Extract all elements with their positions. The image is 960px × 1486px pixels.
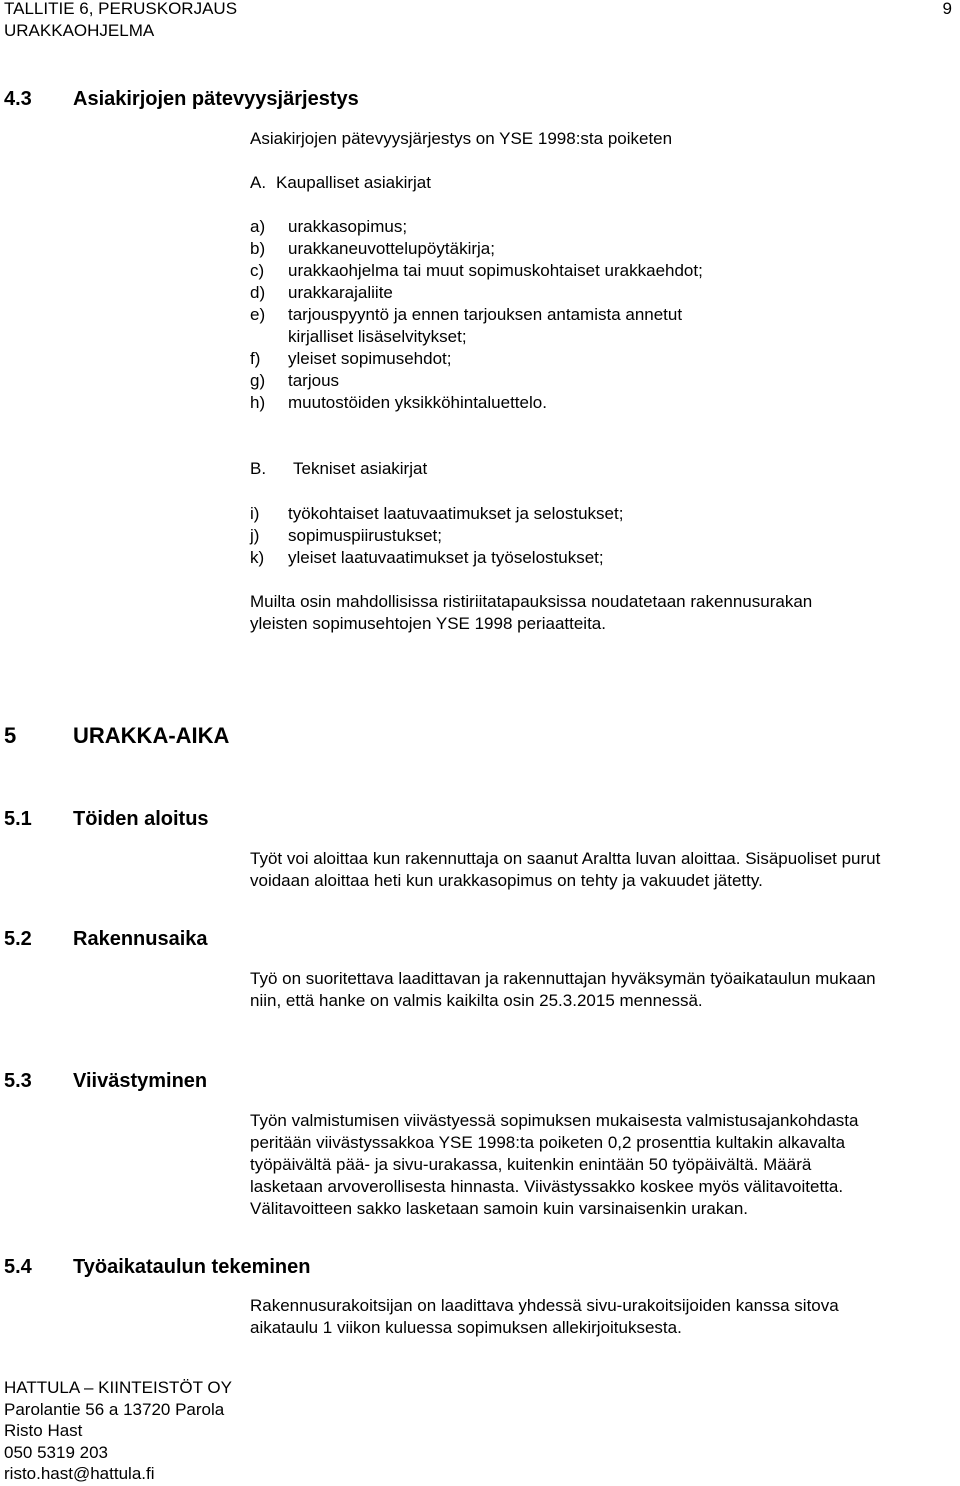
list-item: a) urakkasopimus; — [250, 217, 408, 236]
section-body: Työn valmistumisen viivästyessä sopimuksen mukaisesta valmistusajankohdasta peritään viivästyssakkoa YSE 1998:ta poiketen 0,2 prosenttia kultakin alkavalta työpäivältä pää- ja sivu-urakassa, kuitenkin enintään 50 työpäivältä. Määrä lasketaan arvoverollisesta hinnasta. Viivästyssakko koskee myös välitavoitetta. Välitavoitteen sakko lasketaan samoin kuin varsinaisenkin urakan. — [250, 1111, 859, 1218]
section-number: 5.1 — [4, 808, 32, 830]
section-title: Asiakirjojen pätevyysjärjestys — [73, 88, 359, 110]
list-item: k) yleiset laatuvaatimukset ja työselostukset; — [250, 548, 604, 567]
footer-contact-name: Risto Hast — [4, 1421, 83, 1440]
document-title: TALLITIE 6, PERUSKORJAUS — [4, 0, 238, 18]
list-item: e) tarjouspyyntö ja ennen tarjouksen antamista annetut — [250, 305, 683, 324]
section-body: Työt voi aloittaa kun rakennuttaja on saanut Araltta luvan aloittaa. Sisäpuoliset purut voidaan aloittaa heti kun urakkasopimus on tehty ja vakuudet jätetty. — [250, 849, 881, 890]
document-subtitle: URAKKAOHJELMA — [4, 21, 155, 40]
list-item: c) urakkaohjelma tai muut sopimuskohtaiset urakkaehdot; — [250, 261, 703, 280]
list-item: i) työkohtaiset laatuvaatimukset ja selostukset; — [250, 504, 624, 523]
group-letter: B. — [250, 459, 267, 478]
list-item: b) urakkaneuvottelupöytäkirja; — [250, 239, 495, 258]
list-item: d) urakkarajaliite — [250, 283, 393, 302]
list-item: g) tarjous — [250, 371, 340, 390]
section-body: Työ on suoritettava laadittavan ja rakennuttajan hyväksymän työaikataulun mukaan niin, että hanke on valmis kaikilta osin 25.3.2015 mennessä. — [250, 969, 876, 1010]
section-number: 5.4 — [4, 1256, 32, 1278]
chapter-title: URAKKA-AIKA — [73, 723, 230, 748]
section-intro: Asiakirjojen pätevyysjärjestys on YSE 1998:sta poiketen — [250, 129, 673, 148]
footer-address: Parolantie 56 a 13720 Parola — [4, 1399, 225, 1419]
list-item-continuation: kirjalliset lisäselvitykset; — [288, 327, 467, 346]
section-number: 5.2 — [4, 928, 32, 950]
section-title: Rakennusaika — [73, 928, 208, 950]
footer-email: risto.hast@hattula.fi — [4, 1464, 155, 1483]
group-title: Kaupalliset asiakirjat — [276, 173, 431, 192]
page-number: 9 — [942, 0, 952, 18]
section-title: Työaikataulun tekeminen — [73, 1256, 311, 1278]
closing-paragraph: Muilta osin mahdollisissa ristiriitatapauksissa noudatetaan rakennusurakan yleisten sopimusehtojen YSE 1998 periaatteita. — [250, 592, 813, 633]
footer-phone: 050 5319 203 — [4, 1442, 108, 1462]
section-number: 5.3 — [4, 1070, 32, 1092]
list-item: h) muutostöiden yksikköhintaluettelo. — [250, 393, 547, 412]
section-title: Viivästyminen — [73, 1070, 208, 1092]
group-title: Tekniset asiakirjat — [293, 459, 428, 478]
list-item: j) sopimuspiirustukset; — [250, 526, 443, 545]
section-number: 4.3 — [4, 88, 32, 110]
list-item: f) yleiset sopimusehdot; — [250, 349, 452, 368]
chapter-number: 5 — [4, 723, 17, 748]
section-body: Rakennusurakoitsijan on laadittava yhdessä sivu-urakoitsijoiden kanssa sitova aikataulu 1 viikon kuluessa sopimuksen allekirjoituksesta. — [250, 1296, 839, 1337]
section-title: Töiden aloitus — [73, 808, 209, 830]
footer-company: HATTULA – KIINTEISTÖT OY — [4, 1378, 232, 1397]
group-letter: A. — [250, 173, 267, 192]
page-footer — [4, 1377, 232, 1485]
